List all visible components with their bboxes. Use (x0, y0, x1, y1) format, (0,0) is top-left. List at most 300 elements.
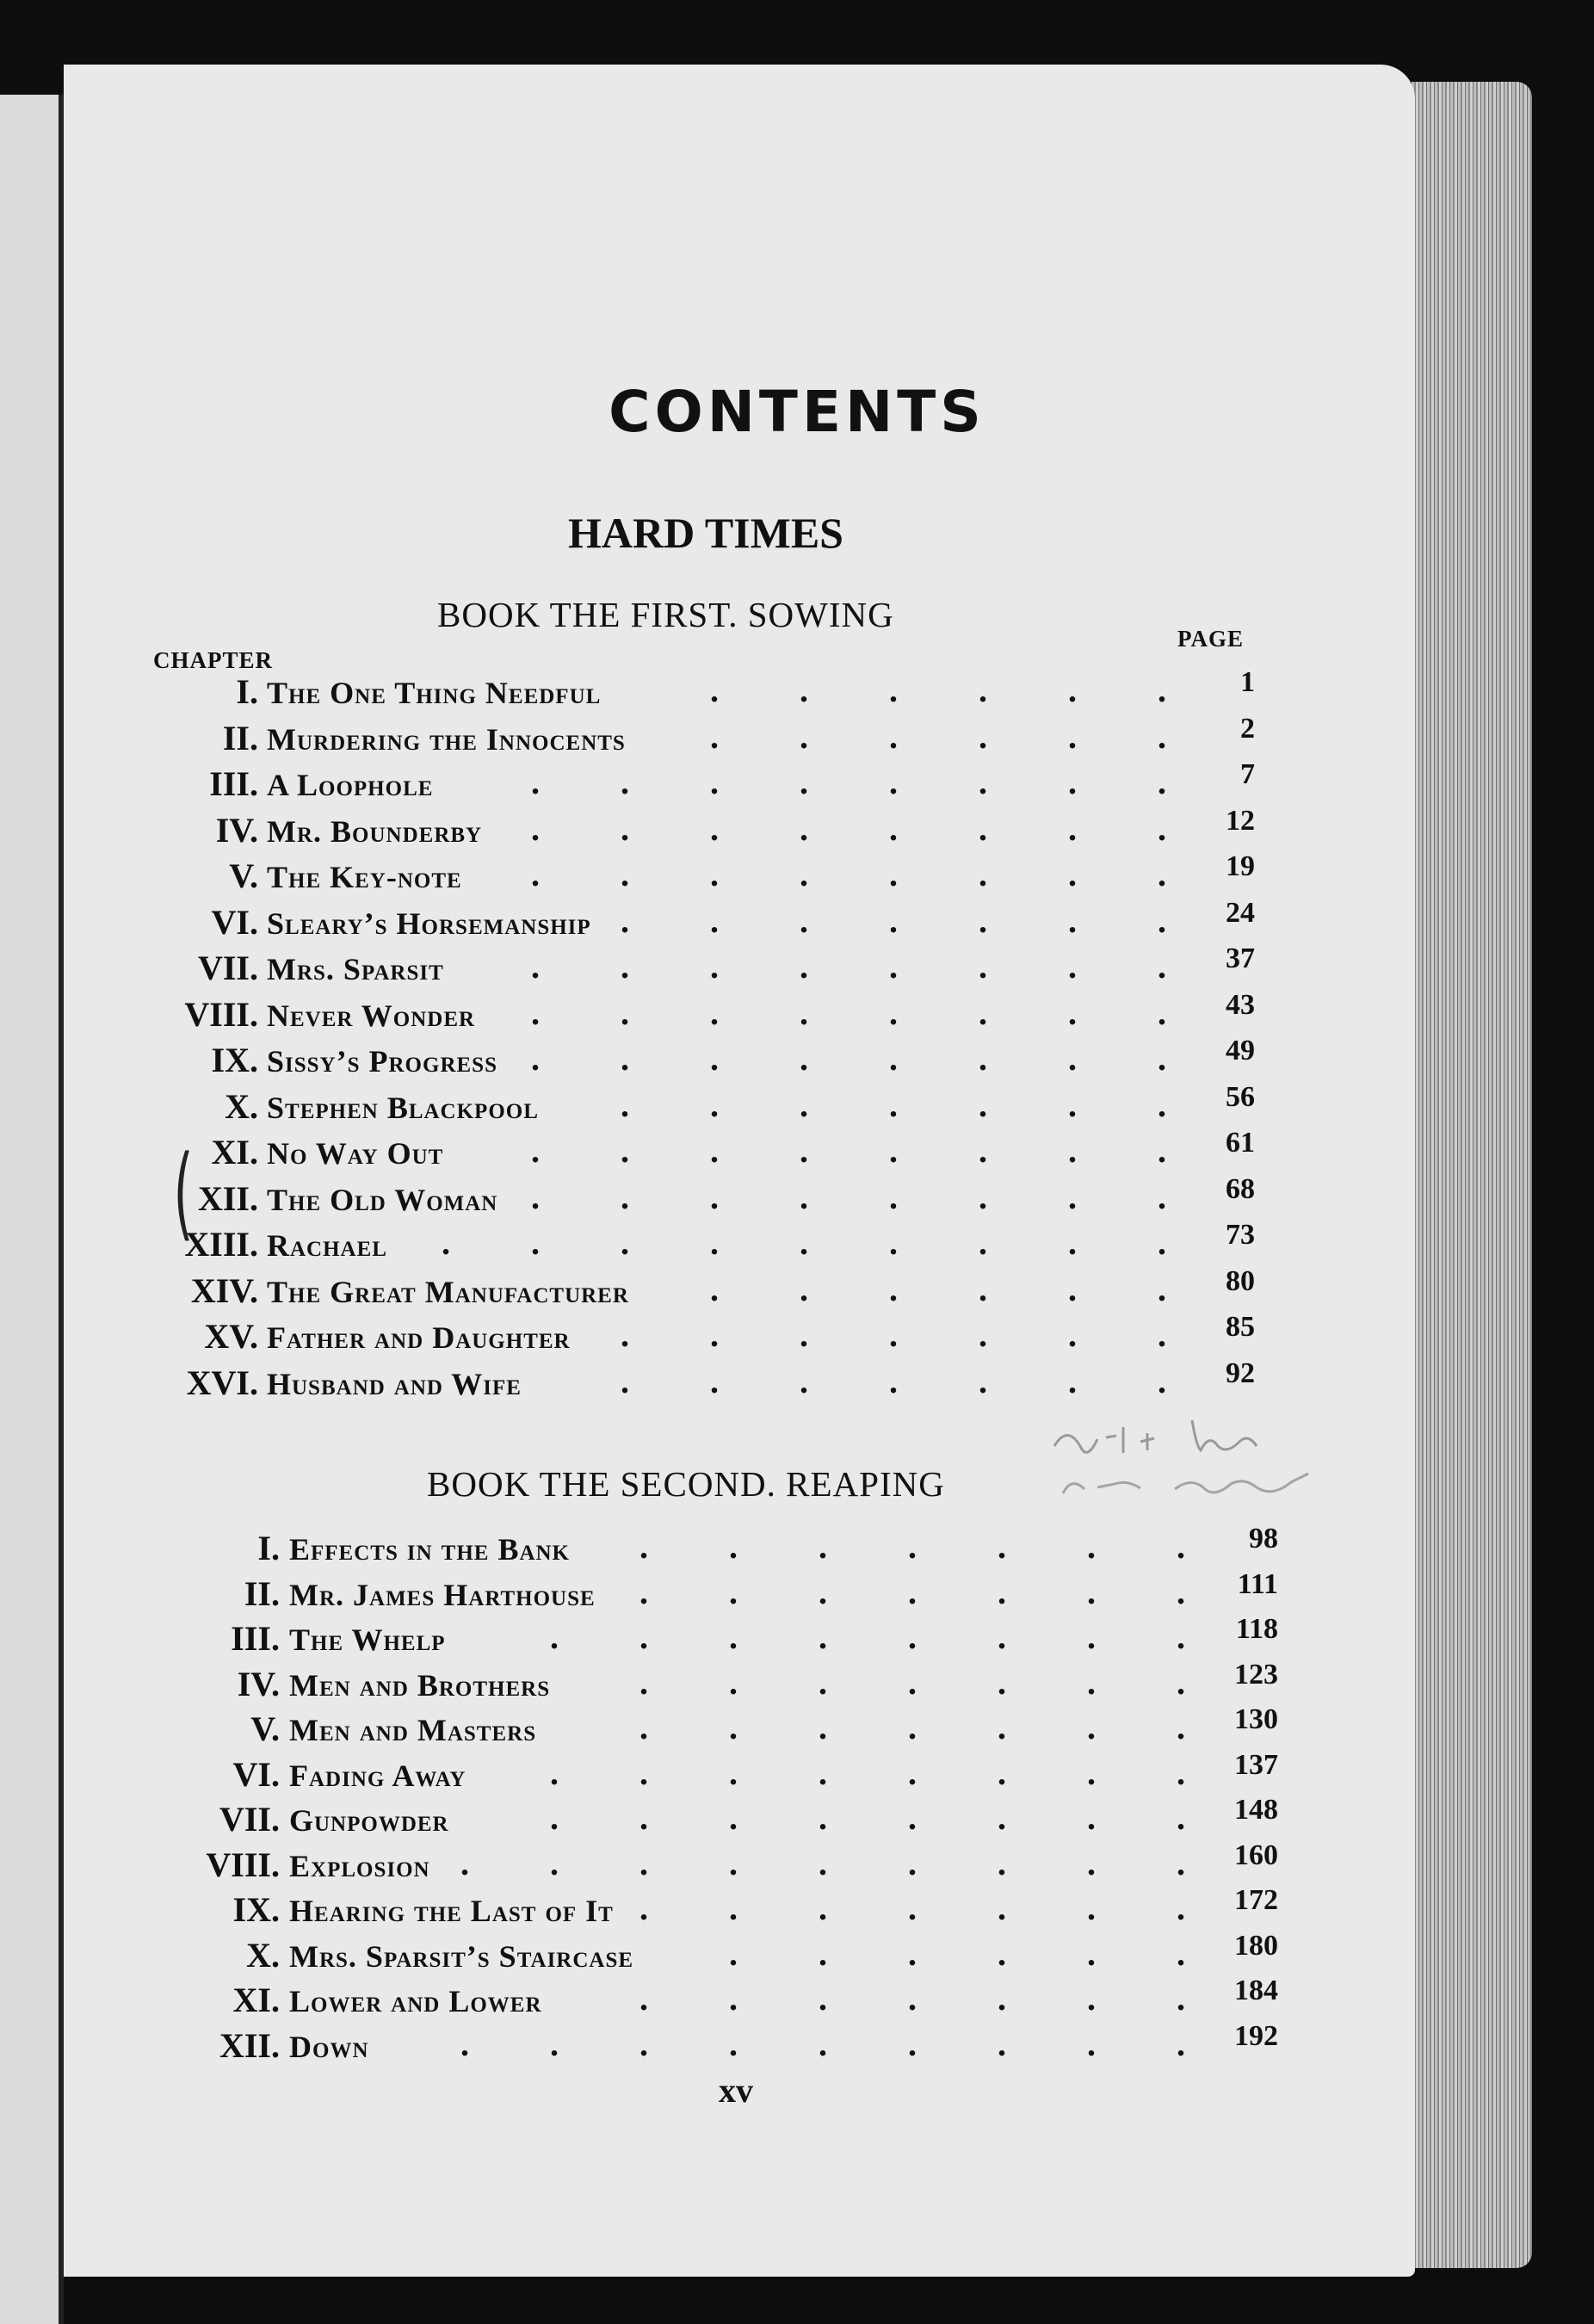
chapter-title: Never Wonder (267, 998, 476, 1033)
leader-dot: . (979, 1361, 987, 1400)
leader-dot: . (710, 671, 719, 709)
chapter-row (0, 1794, 1412, 1844)
leader-dot: . (550, 1617, 559, 1656)
leader-dot: . (729, 1979, 738, 2018)
leader-dot: . (998, 1933, 1006, 1973)
handwritten-bracket: ( (173, 1133, 194, 1252)
leader-dot: . (710, 1361, 719, 1400)
leader-dot: . (1158, 1039, 1166, 1078)
chapter-title: The Old Woman (267, 1182, 498, 1217)
leader-dot: . (1158, 1315, 1166, 1354)
chapter-title: The Whelp (289, 1622, 446, 1657)
leader-dot: . (1087, 2024, 1096, 2063)
leader-dot: . (889, 808, 898, 848)
chapter-page: 172 (1234, 1884, 1278, 1916)
chapter-row (0, 712, 1412, 763)
leader-dot: . (729, 1933, 738, 1973)
leader-dot: . (460, 1843, 469, 1882)
chapter-row (0, 1839, 1412, 1889)
chapter-number: V. (229, 856, 258, 895)
leader-dot: . (621, 808, 629, 848)
chapter-title: Men and Masters (289, 1713, 537, 1747)
leader-dot: . (1087, 1843, 1096, 1882)
leader-dot: . (1158, 1085, 1166, 1124)
chapter-page: 123 (1234, 1658, 1278, 1690)
chapter-page: 37 (1226, 943, 1255, 974)
chapter-number: XV. (204, 1317, 258, 1356)
leader-dot: . (1158, 992, 1166, 1032)
chapter-number: II. (244, 1573, 280, 1613)
chapter-number: XIV. (190, 1270, 258, 1310)
leader-dot: . (908, 1798, 917, 1837)
leader-dot: . (1158, 900, 1166, 940)
chapter-title: Explosion (289, 1848, 430, 1883)
chapter-number: VI. (211, 902, 258, 942)
leader-dot: . (819, 1708, 827, 1746)
leader-dot: . (1087, 1888, 1096, 1927)
chapter-row (0, 2019, 1412, 2070)
chapter-number: XVI. (186, 1363, 258, 1402)
leader-dot: . (1158, 1361, 1166, 1400)
leader-dot: . (710, 855, 719, 893)
leader-dot: . (1068, 1269, 1077, 1308)
leader-dot: . (639, 1662, 648, 1702)
leader-dot: . (998, 1572, 1006, 1611)
chapter-title: Fading Away (289, 1758, 466, 1793)
chapter-page: 111 (1237, 1567, 1278, 1600)
leader-dot: . (819, 1617, 827, 1656)
leader-dot: . (621, 763, 629, 801)
leader-dot: . (1087, 1798, 1096, 1837)
leader-dot: . (819, 1752, 827, 1792)
leader-dot: . (800, 1177, 808, 1216)
chapter-number: II. (222, 718, 258, 757)
leader-dot: . (889, 1177, 898, 1216)
leader-dot: . (710, 1131, 719, 1170)
leader-dot: . (889, 671, 898, 709)
leader-dot: . (621, 1223, 629, 1262)
chapter-title: Effects in the Bank (289, 1532, 571, 1567)
leader-dot: . (800, 1315, 808, 1354)
leader-dot: . (819, 1527, 827, 1566)
leader-dot: . (1068, 855, 1077, 893)
leader-dot: . (1068, 716, 1077, 756)
chapter-page: 92 (1226, 1357, 1255, 1389)
chapter-number: X. (246, 1935, 280, 1975)
chapter-number: X. (225, 1086, 258, 1126)
chapter-number: XIII. (184, 1225, 258, 1264)
leader-dot: . (979, 900, 987, 940)
chapter-page: 1 (1240, 666, 1255, 698)
leader-dot: . (908, 1979, 917, 2018)
leader-dot: . (908, 1527, 917, 1566)
leader-dot: . (729, 1662, 738, 1702)
leader-dot: . (1177, 1798, 1185, 1837)
leader-dot: . (1068, 808, 1077, 848)
leader-dot: . (1087, 1617, 1096, 1656)
chapter-row (0, 804, 1412, 855)
chapter-page: 148 (1234, 1794, 1278, 1826)
leader-dot: . (889, 1039, 898, 1078)
leader-dot: . (639, 1708, 648, 1746)
leader-dot: . (979, 1177, 987, 1216)
chapter-title: No Way Out (267, 1136, 444, 1171)
chapter-number: XI. (232, 1981, 280, 2019)
chapter-number: I. (236, 672, 258, 711)
leader-dot: . (979, 1131, 987, 1170)
leader-dot: . (1177, 1888, 1185, 1927)
leader-dot: . (710, 1315, 719, 1354)
leader-dot: . (1177, 1979, 1185, 2018)
contents-title: CONTENTS (609, 379, 985, 445)
chapter-page: 2 (1240, 712, 1255, 745)
chapter-title: Lower and Lower (289, 1984, 542, 2018)
leader-dot: . (1177, 1843, 1185, 1882)
leader-dot: . (531, 1223, 540, 1262)
chapter-number: VIII. (206, 1845, 280, 1884)
chapter-row (0, 1357, 1412, 1407)
chapter-number: VIII. (184, 994, 258, 1034)
chapter-row (0, 1703, 1412, 1753)
leader-dot: . (800, 1085, 808, 1124)
chapter-row (0, 1523, 1412, 1573)
leader-dot: . (819, 1662, 827, 1702)
chapter-number: IV. (237, 1664, 280, 1703)
leader-dot: . (1068, 1361, 1077, 1400)
leader-dot: . (819, 1798, 827, 1837)
leader-dot: . (710, 900, 719, 940)
chapter-row (0, 758, 1412, 808)
chapter-page: 56 (1226, 1080, 1255, 1113)
leader-dot: . (908, 1752, 917, 1792)
leader-dot: . (1177, 1933, 1185, 1973)
leader-dot: . (639, 1527, 648, 1566)
leader-dot: . (1158, 671, 1166, 709)
chapter-number: IX. (211, 1041, 258, 1079)
leader-dot: . (1087, 1933, 1096, 1973)
leader-dot: . (1177, 1708, 1185, 1746)
leader-dot: . (1158, 1223, 1166, 1262)
leader-dot: . (998, 1798, 1006, 1837)
leader-dot: . (621, 1131, 629, 1170)
chapter-title: Men and Brothers (289, 1667, 551, 1703)
chapter-row (0, 1080, 1412, 1131)
chapter-page: 68 (1226, 1172, 1255, 1205)
chapter-title: Mr. Bounderby (267, 813, 483, 849)
chapter-title: The Great Manufacturer (267, 1274, 629, 1309)
leader-dot: . (979, 716, 987, 756)
leader-dot: . (819, 1933, 827, 1973)
leader-dot: . (1068, 1177, 1077, 1216)
leader-dot: . (729, 1617, 738, 1656)
leader-dot: . (1158, 808, 1166, 848)
leader-dot: . (819, 1979, 827, 2018)
leader-dot: . (889, 900, 898, 940)
chapter-page: 7 (1240, 758, 1255, 790)
leader-dot: . (908, 1662, 917, 1702)
leader-dot: . (710, 1223, 719, 1262)
chapter-title: Sleary’s Horsemanship (267, 905, 591, 941)
leader-dot: . (1068, 947, 1077, 986)
chapter-page: 160 (1234, 1839, 1278, 1871)
leader-dot: . (889, 1131, 898, 1170)
leader-dot: . (979, 763, 987, 801)
leader-dot: . (800, 1039, 808, 1078)
chapter-page: 12 (1226, 804, 1255, 837)
leader-dot: . (889, 947, 898, 986)
leader-dot: . (710, 716, 719, 756)
leader-dot: . (729, 2024, 738, 2063)
leader-dot: . (729, 1708, 738, 1746)
leader-dot: . (979, 1039, 987, 1078)
leader-dot: . (621, 1361, 629, 1400)
chapter-page: 80 (1226, 1264, 1255, 1297)
leader-dot: . (1087, 1752, 1096, 1792)
chapter-row (0, 943, 1412, 992)
chapter-title: Mr. James Harthouse (289, 1577, 596, 1612)
chapter-row (0, 1264, 1412, 1315)
leader-dot: . (621, 900, 629, 940)
leader-dot: . (979, 671, 987, 709)
leader-dot: . (998, 1843, 1006, 1882)
chapter-number: VII. (197, 949, 258, 987)
leader-dot: . (889, 1361, 898, 1400)
page-folio: xv (719, 2071, 753, 2110)
chapter-title: The One Thing Needful (267, 676, 602, 710)
leader-dot: . (1158, 1269, 1166, 1308)
leader-dot: . (1068, 992, 1077, 1032)
leader-dot: . (889, 1269, 898, 1308)
chapter-title: Husband and Wife (267, 1366, 522, 1401)
chapter-title: Mrs. Sparsit’s Staircase (289, 1938, 634, 1974)
leader-dot: . (531, 763, 540, 801)
leader-dot: . (1158, 716, 1166, 756)
chapter-page: 137 (1234, 1748, 1278, 1781)
leader-dot: . (729, 1798, 738, 1837)
leader-dot: . (979, 808, 987, 848)
chapter-title: Mrs. Sparsit (267, 952, 444, 986)
leader-dot: . (889, 855, 898, 893)
handwritten-annotation (1046, 1412, 1399, 1506)
leader-dot: . (819, 1572, 827, 1611)
chapter-row (0, 850, 1412, 900)
leader-dot: . (639, 1572, 648, 1611)
leader-dot: . (998, 1617, 1006, 1656)
chapter-row (0, 1311, 1412, 1361)
leader-dot: . (1158, 855, 1166, 893)
leader-dot: . (621, 1085, 629, 1124)
leader-dot: . (1087, 1572, 1096, 1611)
leader-dot: . (639, 1979, 648, 2018)
leader-dot: . (710, 763, 719, 801)
chapter-row (0, 666, 1412, 716)
leader-dot: . (998, 1527, 1006, 1566)
leader-dot: . (531, 992, 540, 1032)
leader-dot: . (889, 1223, 898, 1262)
leader-dot: . (621, 1177, 629, 1216)
leader-dot: . (729, 1843, 738, 1882)
leader-dot: . (621, 1315, 629, 1354)
leader-dot: . (1087, 1662, 1096, 1702)
leader-dot: . (639, 1843, 648, 1882)
leader-dot: . (1087, 1708, 1096, 1746)
chapter-row (0, 1567, 1412, 1618)
leader-dot: . (1158, 763, 1166, 801)
chapter-row (0, 1658, 1412, 1709)
leader-dot: . (442, 1223, 450, 1262)
leader-dot: . (800, 1361, 808, 1400)
leader-dot: . (819, 1888, 827, 1927)
leader-dot: . (1177, 2024, 1185, 2063)
leader-dot: . (800, 947, 808, 986)
chapter-row (0, 1172, 1412, 1223)
chapter-number: I. (257, 1529, 280, 1567)
leader-dot: . (621, 992, 629, 1032)
leader-dot: . (710, 1177, 719, 1216)
leader-dot: . (729, 1752, 738, 1792)
leader-dot: . (710, 1269, 719, 1308)
chapter-title: A Loophole (267, 768, 434, 802)
leader-dot: . (889, 1315, 898, 1354)
leader-dot: . (1068, 900, 1077, 940)
leader-dot: . (621, 947, 629, 986)
leader-dot: . (800, 716, 808, 756)
leader-dot: . (998, 1662, 1006, 1702)
chapter-row (0, 1975, 1412, 2024)
leader-dot: . (550, 1752, 559, 1792)
leader-dot: . (729, 1572, 738, 1611)
chapter-title: Rachael (267, 1228, 387, 1263)
leader-dot: . (800, 855, 808, 893)
chapter-row (0, 1884, 1412, 1934)
leader-dot: . (621, 1039, 629, 1078)
leader-dot: . (1068, 1315, 1077, 1354)
chapter-row (0, 1127, 1412, 1177)
chapter-page: 24 (1226, 896, 1255, 929)
chapter-page: 19 (1226, 850, 1255, 882)
leader-dot: . (531, 947, 540, 986)
chapter-title: Murdering the Innocents (267, 721, 626, 757)
leader-dot: . (1068, 1039, 1077, 1078)
leader-dot: . (889, 1085, 898, 1124)
leader-dot: . (908, 1708, 917, 1746)
leader-dot: . (531, 1039, 540, 1078)
leader-dot: . (1177, 1617, 1185, 1656)
leader-dot: . (819, 1843, 827, 1882)
work-title: HARD TIMES (568, 509, 843, 557)
leader-dot: . (729, 1527, 738, 1566)
leader-dot: . (800, 1223, 808, 1262)
leader-dot: . (998, 1708, 1006, 1746)
chapter-row (0, 1748, 1412, 1799)
leader-dot: . (710, 992, 719, 1032)
leader-dot: . (908, 1843, 917, 1882)
leader-dot: . (1158, 1177, 1166, 1216)
chapter-number: XII. (219, 2025, 280, 2065)
leader-dot: . (979, 1315, 987, 1354)
book-heading-second: BOOK THE SECOND. REAPING (427, 1464, 945, 1504)
leader-dot: . (1177, 1527, 1185, 1566)
leader-dot: . (1158, 1131, 1166, 1170)
chapter-label: CHAPTER (153, 647, 274, 673)
leader-dot: . (531, 855, 540, 893)
chapter-page: 98 (1249, 1523, 1278, 1554)
chapter-row (0, 1219, 1412, 1269)
chapter-number: VI. (232, 1754, 280, 1794)
chapter-page: 73 (1226, 1219, 1255, 1251)
leader-dot: . (710, 808, 719, 848)
leader-dot: . (1068, 671, 1077, 709)
leader-dot: . (800, 1269, 808, 1308)
chapter-page: 61 (1226, 1127, 1255, 1159)
leader-dot: . (908, 1617, 917, 1656)
leader-dot: . (979, 992, 987, 1032)
chapter-title: Gunpowder (289, 1803, 449, 1838)
leader-dot: . (729, 1888, 738, 1927)
leader-dot: . (1158, 947, 1166, 986)
leader-dot: . (908, 1572, 917, 1611)
chapter-number: IV. (215, 810, 258, 850)
chapter-row (0, 1613, 1412, 1663)
leader-dot: . (531, 1131, 540, 1170)
leader-dot: . (460, 2024, 469, 2063)
leader-dot: . (639, 1888, 648, 1927)
leader-dot: . (710, 947, 719, 986)
leader-dot: . (550, 2024, 559, 2063)
leader-dot: . (550, 1798, 559, 1837)
chapter-page: 43 (1226, 988, 1255, 1021)
leader-dot: . (908, 1888, 917, 1927)
leader-dot: . (639, 2024, 648, 2063)
page-label: PAGE (1177, 626, 1244, 652)
chapter-page: 118 (1235, 1613, 1278, 1645)
chapter-row (0, 988, 1412, 1039)
leader-dot: . (800, 1131, 808, 1170)
chapter-page: 130 (1234, 1703, 1278, 1735)
leader-dot: . (639, 1798, 648, 1837)
leader-dot: . (908, 1933, 917, 1973)
book-heading-first: BOOK THE FIRST. SOWING (437, 595, 894, 634)
chapter-page: 85 (1226, 1311, 1255, 1343)
chapter-title: Down (289, 2029, 369, 2064)
chapter-title: Father and Daughter (267, 1320, 571, 1355)
chapter-number: XI. (211, 1133, 258, 1171)
chapter-row (0, 896, 1412, 947)
leader-dot: . (979, 1269, 987, 1308)
leader-dot: . (1177, 1572, 1185, 1611)
leader-dot: . (908, 2024, 917, 2063)
leader-dot: . (800, 900, 808, 940)
leader-dot: . (819, 2024, 827, 2063)
leader-dot: . (621, 855, 629, 893)
leader-dot: . (639, 1617, 648, 1656)
chapter-number: VII. (219, 1800, 280, 1839)
leader-dot: . (1068, 763, 1077, 801)
chapter-row (0, 1929, 1412, 1980)
chapter-page: 184 (1234, 1975, 1278, 2006)
leader-dot: . (531, 808, 540, 848)
leader-dot: . (979, 855, 987, 893)
leader-dot: . (710, 1085, 719, 1124)
leader-dot: . (1068, 1131, 1077, 1170)
leader-dot: . (998, 2024, 1006, 2063)
chapter-number: XII. (197, 1178, 258, 1218)
leader-dot: . (1177, 1662, 1185, 1702)
leader-dot: . (998, 1752, 1006, 1792)
chapter-page: 180 (1234, 1929, 1278, 1962)
chapter-number: III. (209, 764, 258, 803)
leader-dot: . (550, 1843, 559, 1882)
